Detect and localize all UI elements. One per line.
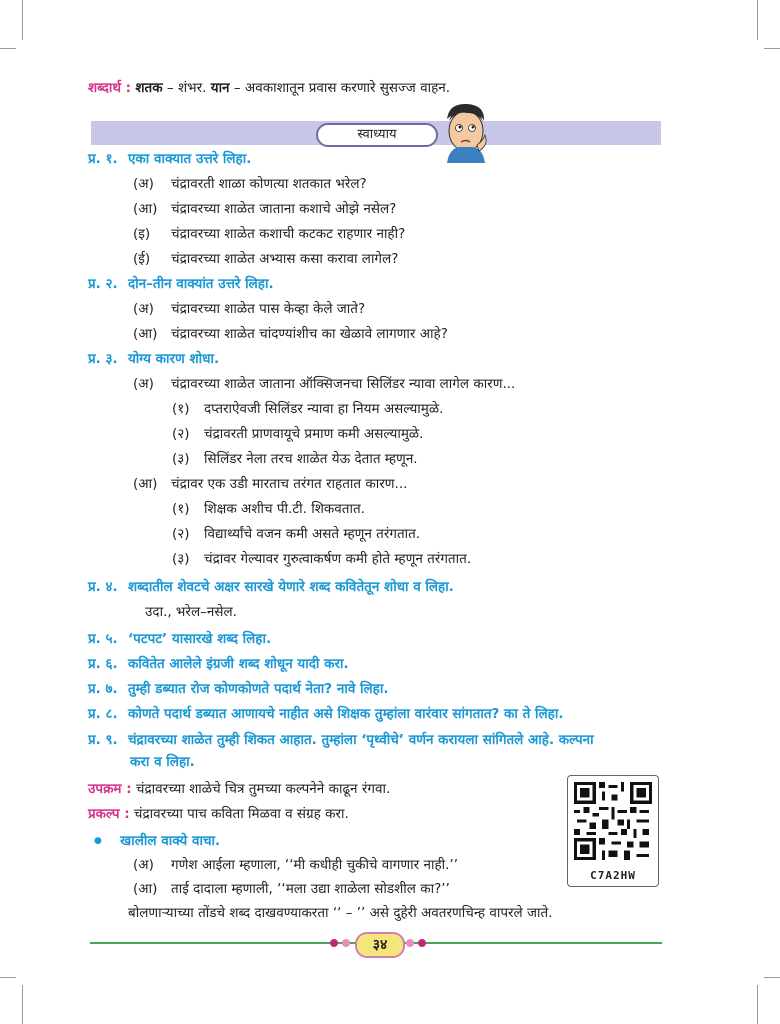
quotation-note: बोलणाऱ्याच्या तोंडचे शब्द दाखवण्याकरता ‘‘ – ’’ असे दुहेरी अवतरणचिन्ह वापरले जाते. — [128, 905, 553, 921]
bullet-icon: ● — [94, 836, 102, 846]
project-text: चंद्रावरच्या पाच कविता मिळवा व संग्रह करा. — [129, 806, 349, 822]
sub-question-text: चंद्रावरच्या शाळेत जाताना कशाचे ओझे नसेल? — [171, 201, 397, 217]
sub-question-text: चंद्रावर एक उडी मारताच तरंगत राहतात कारण... — [171, 476, 408, 492]
activity-text: चंद्रावरच्या शाळेचे चित्र तुमच्या कल्पनेने काढून रंगवा. — [131, 781, 391, 797]
question-9 — [88, 731, 594, 749]
question-number: प्र. ४. — [88, 579, 118, 595]
glossary-def-2: – अवकाशातून प्रवास करणारे सुसज्ज वाहन. — [229, 80, 451, 96]
example-sentence — [133, 880, 450, 898]
reading-heading — [94, 832, 220, 850]
glossary-term-1: शतक — [135, 80, 163, 96]
option — [172, 425, 423, 443]
option-label: (१) — [172, 401, 190, 417]
crop-mark — [757, 0, 758, 40]
sub-question — [133, 375, 515, 393]
glossary-def-1: – शंभर. — [162, 80, 211, 96]
sub-question-label: (अ) — [133, 176, 154, 192]
footer-ornament — [406, 939, 414, 947]
option-text: शिक्षक अशीच पी.टी. शिकवतात. — [204, 501, 365, 517]
example-sentence — [133, 856, 458, 874]
question-4 — [88, 578, 454, 596]
sub-question — [133, 200, 396, 218]
option — [172, 400, 443, 418]
sub-question-label: (इ) — [133, 226, 151, 242]
sub-question — [133, 225, 405, 243]
question-number: प्र. ५. — [88, 631, 118, 647]
option-text: चंद्रावर गेल्यावर गुरुत्वाकर्षण कमी होते म्हणून तरंगतात. — [204, 551, 472, 567]
question-1 — [88, 150, 251, 168]
question-number: प्र. २. — [88, 276, 118, 292]
qr-code-box[interactable] — [567, 775, 659, 887]
sub-question-label: (ई) — [133, 251, 151, 267]
project-line — [88, 805, 349, 823]
question-text: शब्दातील शेवटचे अक्षर सारखे येणारे शब्द कवितेतून शोधा व लिहा. — [127, 579, 454, 595]
sub-question-text: चंद्रावरच्या शाळेत अभ्यास कसा करावा लागेल? — [171, 251, 399, 267]
option — [172, 450, 418, 468]
page-number: ३४ — [355, 932, 405, 958]
sub-question — [133, 325, 448, 343]
question-text: ‘पटपट’ यासारखे शब्द लिहा. — [127, 631, 272, 647]
sub-question-label: (अ) — [133, 301, 154, 317]
question-9-continued: करा व लिहा. — [130, 754, 195, 770]
question-text: तुम्ही डब्यात रोज कोणकोणते पदार्थ नेता? नावे लिहा. — [127, 681, 389, 697]
sub-question-text: चंद्रावरच्या शाळेत पास केव्हा केले जाते? — [171, 301, 366, 317]
question-number: प्र. ७. — [88, 681, 118, 697]
sub-question-label: (आ) — [133, 201, 158, 217]
question-text: योग्य कारण शोधा. — [127, 351, 220, 367]
option-label: (३) — [172, 551, 190, 567]
sub-question — [133, 300, 365, 318]
sub-question-text: चंद्रावरच्या शाळेत चांदण्यांशीच का खेळावे लागणार आहे? — [171, 326, 448, 342]
exercise-title: स्वाध्याय — [316, 123, 438, 147]
option-text: दप्तराऐवजी सिलिंडर न्यावा हा नियम असल्यामुळे. — [204, 401, 444, 417]
footer-ornament — [418, 939, 426, 947]
sub-question-text: चंद्रावरच्या शाळेत जाताना ऑक्सिजनचा सिलिंडर न्यावा लागेल कारण... — [171, 376, 516, 392]
option-label: (३) — [172, 451, 190, 467]
activity-label: उपक्रम : — [88, 781, 132, 797]
option — [172, 550, 471, 568]
sub-question — [133, 175, 367, 193]
question-text: दोन–तीन वाक्यांत उत्तरे लिहा. — [127, 276, 274, 292]
example-label: (आ) — [133, 881, 158, 897]
crop-mark — [764, 48, 780, 49]
option — [172, 500, 365, 518]
sub-question-label: (आ) — [133, 476, 158, 492]
question-7 — [88, 680, 388, 698]
question-5 — [88, 630, 271, 648]
crop-mark — [0, 977, 16, 978]
reading-heading-text: खालील वाक्ये वाचा. — [120, 833, 221, 849]
footer-ornament — [342, 939, 350, 947]
activity-line — [88, 780, 390, 798]
example-line: उदा., भरेल–नसेल. — [145, 604, 237, 620]
qr-code-caption: C7A2HW — [590, 869, 636, 882]
question-number: प्र. ३. — [88, 351, 118, 367]
question-number: प्र. ६. — [88, 656, 118, 672]
question-text: एका वाक्यात उत्तरे लिहा. — [127, 151, 252, 167]
option-label: (२) — [172, 426, 190, 442]
footer-ornament — [330, 939, 338, 947]
option — [172, 525, 420, 543]
option-label: (१) — [172, 501, 190, 517]
question-text: कवितेत आलेले इंग्रजी शब्द शोधून यादी करा. — [127, 656, 349, 672]
sub-question-text: चंद्रावरच्या शाळेत कशाची कटकट राहणार नाही? — [171, 226, 406, 242]
question-text: कोणते पदार्थ डब्यात आणायचे नाहीत असे शिक्षक तुम्हांला वारंवार सांगतात? का ते लिहा. — [127, 706, 564, 722]
crop-mark — [22, 0, 23, 40]
question-3 — [88, 350, 219, 368]
crop-mark — [757, 985, 758, 1024]
question-number: प्र. १. — [88, 151, 118, 167]
glossary-line — [88, 79, 450, 97]
project-label: प्रकल्प : — [88, 806, 130, 822]
question-8 — [88, 705, 563, 723]
crop-mark — [0, 48, 16, 49]
option-text: सिलिंडर नेला तरच शाळेत येऊ देतात म्हणून. — [204, 451, 418, 467]
example-text: ताई दादाला म्हणाली, ‘‘मला उद्या शाळेला सोडशील का?’’ — [171, 881, 450, 897]
sub-question-label: (अ) — [133, 376, 154, 392]
sub-question-text: चंद्रावरती शाळा कोणत्या शतकात भरेल? — [171, 176, 367, 192]
option-label: (२) — [172, 526, 190, 542]
sub-question — [133, 475, 407, 493]
question-text: चंद्रावरच्या शाळेत तुम्ही शिकत आहात. तुम्हांला ‘पृथ्वीचे’ वर्णन करायला सांगितले आहे. कल्पना — [127, 732, 594, 748]
option-text: विद्यार्थ्यांचे वजन कमी असते म्हणून तरंगतात. — [204, 526, 421, 542]
glossary-term-2: यान — [210, 80, 230, 96]
question-2 — [88, 275, 274, 293]
thinking-boy-illustration — [437, 101, 495, 163]
crop-mark — [764, 977, 780, 978]
qr-code-icon — [574, 782, 652, 860]
glossary-label: शब्दार्थ : — [88, 80, 132, 96]
question-6 — [88, 655, 349, 673]
question-number: प्र. ८. — [88, 706, 118, 722]
sub-question — [133, 250, 398, 268]
sub-question-label: (आ) — [133, 326, 158, 342]
example-text: गणेश आईला म्हणाला, ‘‘मी कधीही चुकीचे वागणार नाही.’’ — [171, 857, 459, 873]
option-text: चंद्रावरती प्राणवायूचे प्रमाण कमी असल्यामुळे. — [204, 426, 424, 442]
example-label: (अ) — [133, 857, 154, 873]
crop-mark — [22, 985, 23, 1024]
question-number: प्र. ९. — [88, 732, 118, 748]
